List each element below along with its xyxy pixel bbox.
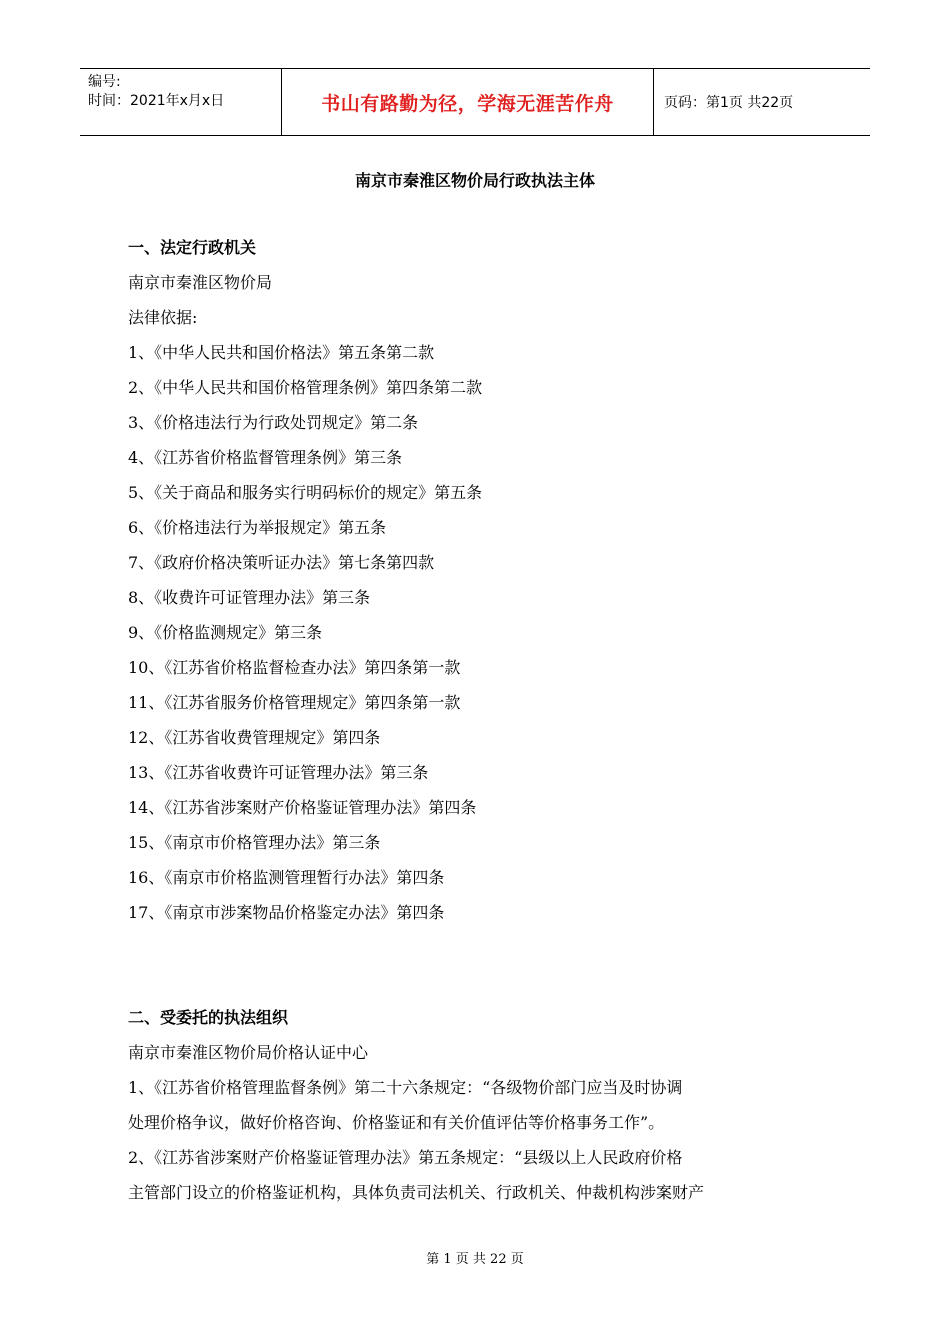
header-table xyxy=(80,68,870,136)
time-label: 时间：2021年x月x日 xyxy=(88,93,225,109)
list-item: 16、《南京市价格监测管理暂行办法》第四条 xyxy=(128,868,445,887)
page-footer: 第 1 页 共 22 页 xyxy=(426,1252,524,1267)
paragraph-line: 1、《江苏省价格管理监督条例》第二十六条规定：“各级物价部门应当及时协调 xyxy=(128,1078,683,1097)
list-item: 7、《政府价格决策听证办法》第七条第四款 xyxy=(128,553,435,572)
list-item: 14、《江苏省涉案财产价格鉴证管理办法》第四条 xyxy=(128,798,477,817)
paragraph-line: 主管部门设立的价格鉴证机构，具体负责司法机关、行政机关、仲裁机构涉案财产 xyxy=(128,1183,705,1202)
list-item: 11、《江苏省服务价格管理规定》第四条第一款 xyxy=(128,693,461,712)
section1-org: 南京市秦淮区物价局 xyxy=(128,273,273,292)
section2-heading: 二、受委托的执法组织 xyxy=(128,1008,289,1027)
list-item: 8、《收费许可证管理办法》第三条 xyxy=(128,588,371,607)
list-item: 1、《中华人民共和国价格法》第五条第二款 xyxy=(128,343,435,362)
section1-basis-label: 法律依据: xyxy=(128,308,198,327)
list-item: 4、《江苏省价格监督管理条例》第三条 xyxy=(128,448,403,467)
section1-list xyxy=(128,335,828,930)
section-gap xyxy=(128,930,828,1000)
header-page-cell xyxy=(654,69,870,135)
list-item: 5、《关于商品和服务实行明码标价的规定》第五条 xyxy=(128,483,483,502)
paragraph-line: 处理价格争议，做好价格咨询、价格鉴证和有关价值评估等价格事务工作”。 xyxy=(128,1113,665,1132)
list-item: 10、《江苏省价格监督检查办法》第四条第一款 xyxy=(128,658,461,677)
motto-text: 书山有路勤为径，学海无涯苦作舟 xyxy=(321,92,614,115)
list-item: 9、《价格监测规定》第三条 xyxy=(128,623,323,642)
list-item: 3、《价格违法行为行政处罚规定》第二条 xyxy=(128,413,419,432)
list-item: 13、《江苏省收费许可证管理办法》第三条 xyxy=(128,763,429,782)
number-label: 编号: xyxy=(88,74,121,90)
header-motto-cell xyxy=(281,69,654,135)
section2-org: 南京市秦淮区物价局价格认证中心 xyxy=(128,1043,369,1062)
document-body xyxy=(128,230,828,1210)
list-item: 6、《价格违法行为举报规定》第五条 xyxy=(128,518,387,537)
page-info: 页码：第1页 共22页 xyxy=(664,95,794,111)
list-item: 15、《南京市价格管理办法》第三条 xyxy=(128,833,381,852)
section1-heading: 一、法定行政机关 xyxy=(128,238,257,257)
list-item: 12、《江苏省收费管理规定》第四条 xyxy=(128,728,381,747)
paragraph-line: 2、《江苏省涉案财产价格鉴证管理办法》第五条规定：“县级以上人民政府价格 xyxy=(128,1148,683,1167)
list-item: 2、《中华人民共和国价格管理条例》第四条第二款 xyxy=(128,378,483,397)
section2-text xyxy=(128,1070,828,1210)
header-left-cell xyxy=(80,69,281,135)
list-item: 17、《南京市涉案物品价格鉴定办法》第四条 xyxy=(128,903,445,922)
document-title: 南京市秦淮区物价局行政执法主体 xyxy=(354,171,595,190)
